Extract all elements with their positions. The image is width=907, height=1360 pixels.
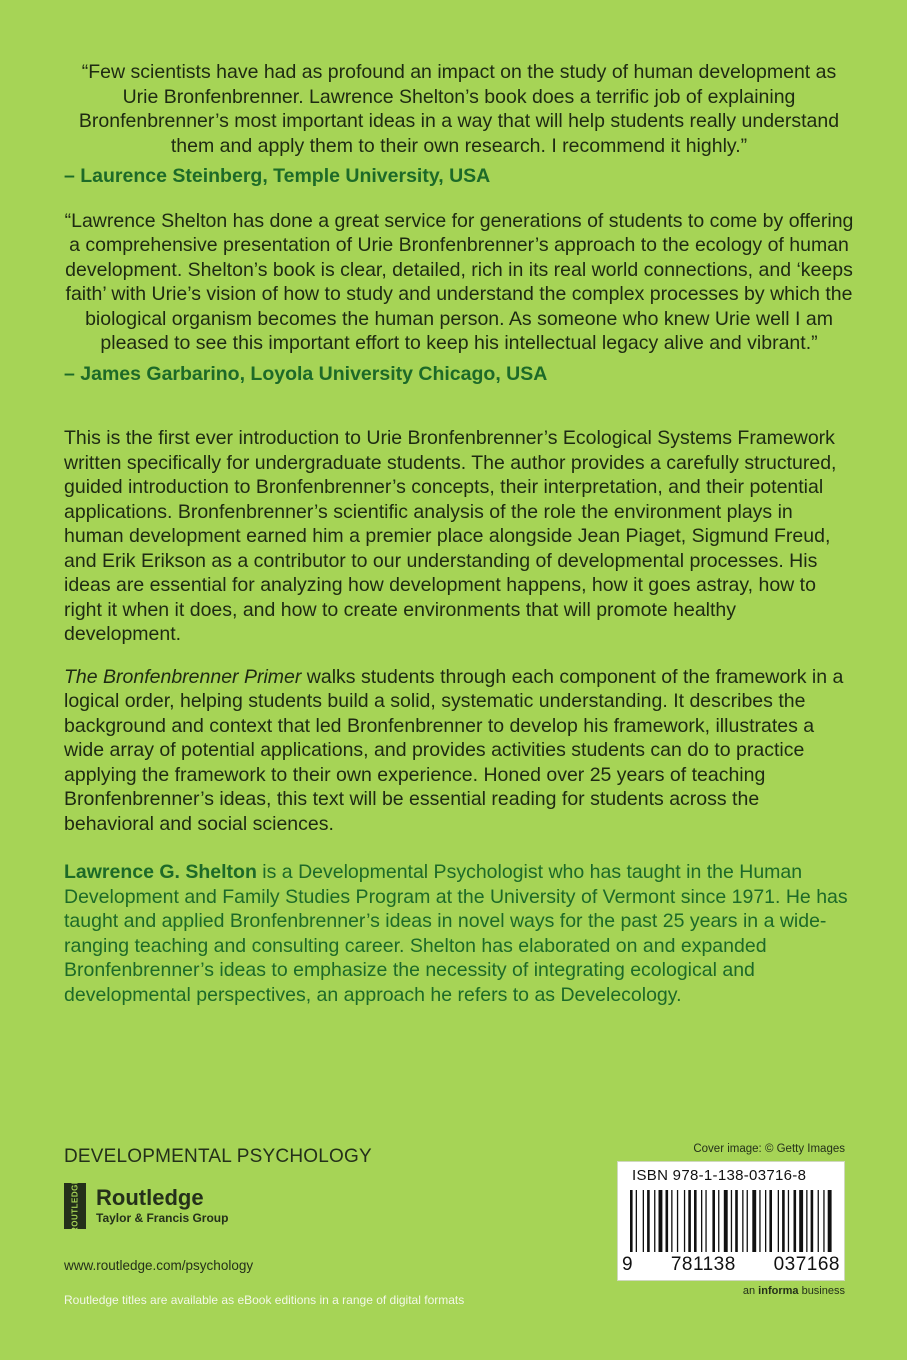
barcode-bar — [731, 1190, 732, 1252]
barcode-bar — [799, 1190, 803, 1252]
barcode-bar — [823, 1190, 824, 1252]
barcode-bar — [742, 1190, 743, 1252]
barcode-bar — [705, 1190, 706, 1252]
barcode-bar — [643, 1190, 644, 1252]
barcode-bar — [712, 1190, 715, 1252]
barcode-bar — [654, 1190, 655, 1252]
isbn-label: ISBN 978-1-138-03716-8 — [632, 1167, 807, 1184]
book-description-paragraph-2 — [64, 665, 854, 837]
review-quote-2: “Lawrence Shelton has done a great service for generations of students to come by offering a comprehensive presentation of Urie Bronfenbrenner’s approach to the ecology of human development. Shelton’s book is clear, detailed, rich in its real world connections, and ‘keeps faith’ with Urie’s vision of how to study and understand the complex processes by which the biological organism becomes the human person. As someone who knew Urie well I am pleased to see this important effort to keep his intellectual legacy alive and vibrant.” — [64, 209, 854, 354]
barcode-icon — [630, 1190, 832, 1252]
barcode-digit-group-2: 781138 — [670, 1254, 736, 1275]
barcode-bar — [794, 1190, 797, 1252]
barcode-bar — [752, 1190, 756, 1252]
barcode-bar — [828, 1190, 832, 1252]
routledge-logo — [64, 1180, 564, 1232]
barcode-bar — [677, 1190, 678, 1252]
barcode-bar — [630, 1190, 633, 1252]
barcode-bar — [636, 1190, 637, 1252]
back-cover-text — [64, 60, 854, 1007]
barcode-digits — [622, 1254, 840, 1276]
ebook-note: Routledge titles are available as eBook editions in a range of digital formats — [64, 1293, 465, 1307]
informa-brand: informa — [758, 1285, 799, 1297]
author-bio-text: is a Developmental Psychologist who has taught in the Human Development and Family Studies Program at the University of Vermont since 1971. He has taught and applied Bronfenbrenner’s ideas in novel ways for the past 25 years in a wide-ranging teaching and consulting career. Shelton has elaborated on and expanded Bronfenbrenner’s ideas to emphasize the necessity of integrating ecological and developmental perspectives, an approach he refers to as Develecology. — [64, 861, 848, 1006]
publisher-block — [64, 1146, 564, 1307]
informa-business-tag: an informa business — [742, 1285, 845, 1297]
routledge-logo-mark: ROUTLEDGE — [64, 1183, 86, 1229]
barcode-bar — [688, 1190, 691, 1252]
barcode-bar — [694, 1190, 697, 1252]
author-name: Lawrence G. Shelton — [64, 861, 257, 883]
barcode-bar — [759, 1190, 760, 1252]
review-quote-1: “Few scientists have had as profound an impact on the study of human development as Urie Bronfenbrenner. Lawrence Shelton’s book does a terrific job of explaining Bronfenbrenner’s most important ideas in a way that will help students really understand them and apply them to their own research. I recommend it highly.” — [78, 61, 840, 157]
barcode-digit-group-1: 9 — [622, 1254, 634, 1275]
barcode-bar — [769, 1190, 772, 1252]
book-title-italic: The Bronfenbrenner Primer — [64, 665, 302, 688]
barcode-bar — [788, 1190, 789, 1252]
barcode-bar — [806, 1190, 807, 1252]
author-bio — [64, 860, 854, 1007]
barcode-digit-group-3: 037168 — [773, 1254, 840, 1275]
barcode-bar — [747, 1190, 748, 1252]
barcode-bar — [735, 1190, 738, 1252]
barcode-bar — [782, 1190, 785, 1252]
barcode-bar — [765, 1190, 766, 1252]
barcode-bar — [701, 1190, 702, 1252]
barcode-bar — [647, 1190, 650, 1252]
barcode-bar — [659, 1190, 663, 1252]
barcode-bar — [811, 1190, 814, 1252]
barcode-bar — [671, 1190, 672, 1252]
book-description-paragraph-1: This is the first ever introduction to Urie Bronfenbrenner’s Ecological Systems Framework written specifically for undergraduate students. The author provides a carefully structured, guided introduction to Bronfenbrenner’s concepts, their interpretation, and their potential applications. Bronfenbrenner’s scientific analysis of the role the environment plays in human development earned him a premier place alongside Jean Piaget, Sigmund Freud, and Erik Erikson as a contributor to our understanding of developmental processes. His ideas are essential for analyzing how development happens, how it goes astray, how to right it when it does, and how to create environments that will promote healthy development. — [64, 427, 837, 645]
publisher-group: Taylor & Francis Group — [96, 1211, 229, 1225]
publisher-url[interactable]: www.routledge.com/psychology — [64, 1258, 254, 1273]
review-attribution-1: – Laurence Steinberg, Temple University, USA — [64, 165, 491, 187]
book-description-paragraph-2-text: walks students through each component of the framework in a logical order, helping students build a solid, systematic understanding. It describes the background and context that led Bronfenbrenner to develop his framework, illustrates a wide array of potential applications, and provides activities students can do to practice applying the framework to their own experience. Honed over 25 years of teaching Bronfenbrenner’s ideas, this text will be essential reading for students across the behavioral and social sciences. — [64, 665, 844, 835]
barcode-bar — [718, 1190, 719, 1252]
subject-category: DEVELOPMENTAL PSYCHOLOGY — [64, 1146, 372, 1167]
review-attribution-2: – James Garbarino, Loyola University Chicago, USA — [64, 362, 548, 385]
barcode-bar — [724, 1190, 728, 1252]
barcode-bar — [684, 1190, 685, 1252]
cover-image-credit: Cover image: © Getty Images — [693, 1143, 845, 1155]
isbn-barcode-box — [617, 1161, 845, 1281]
publisher-name: Routledge — [96, 1185, 204, 1210]
barcode-bar — [666, 1190, 669, 1252]
isbn-block — [617, 1143, 845, 1297]
barcode-bar — [778, 1190, 779, 1252]
barcode-bar — [818, 1190, 819, 1252]
